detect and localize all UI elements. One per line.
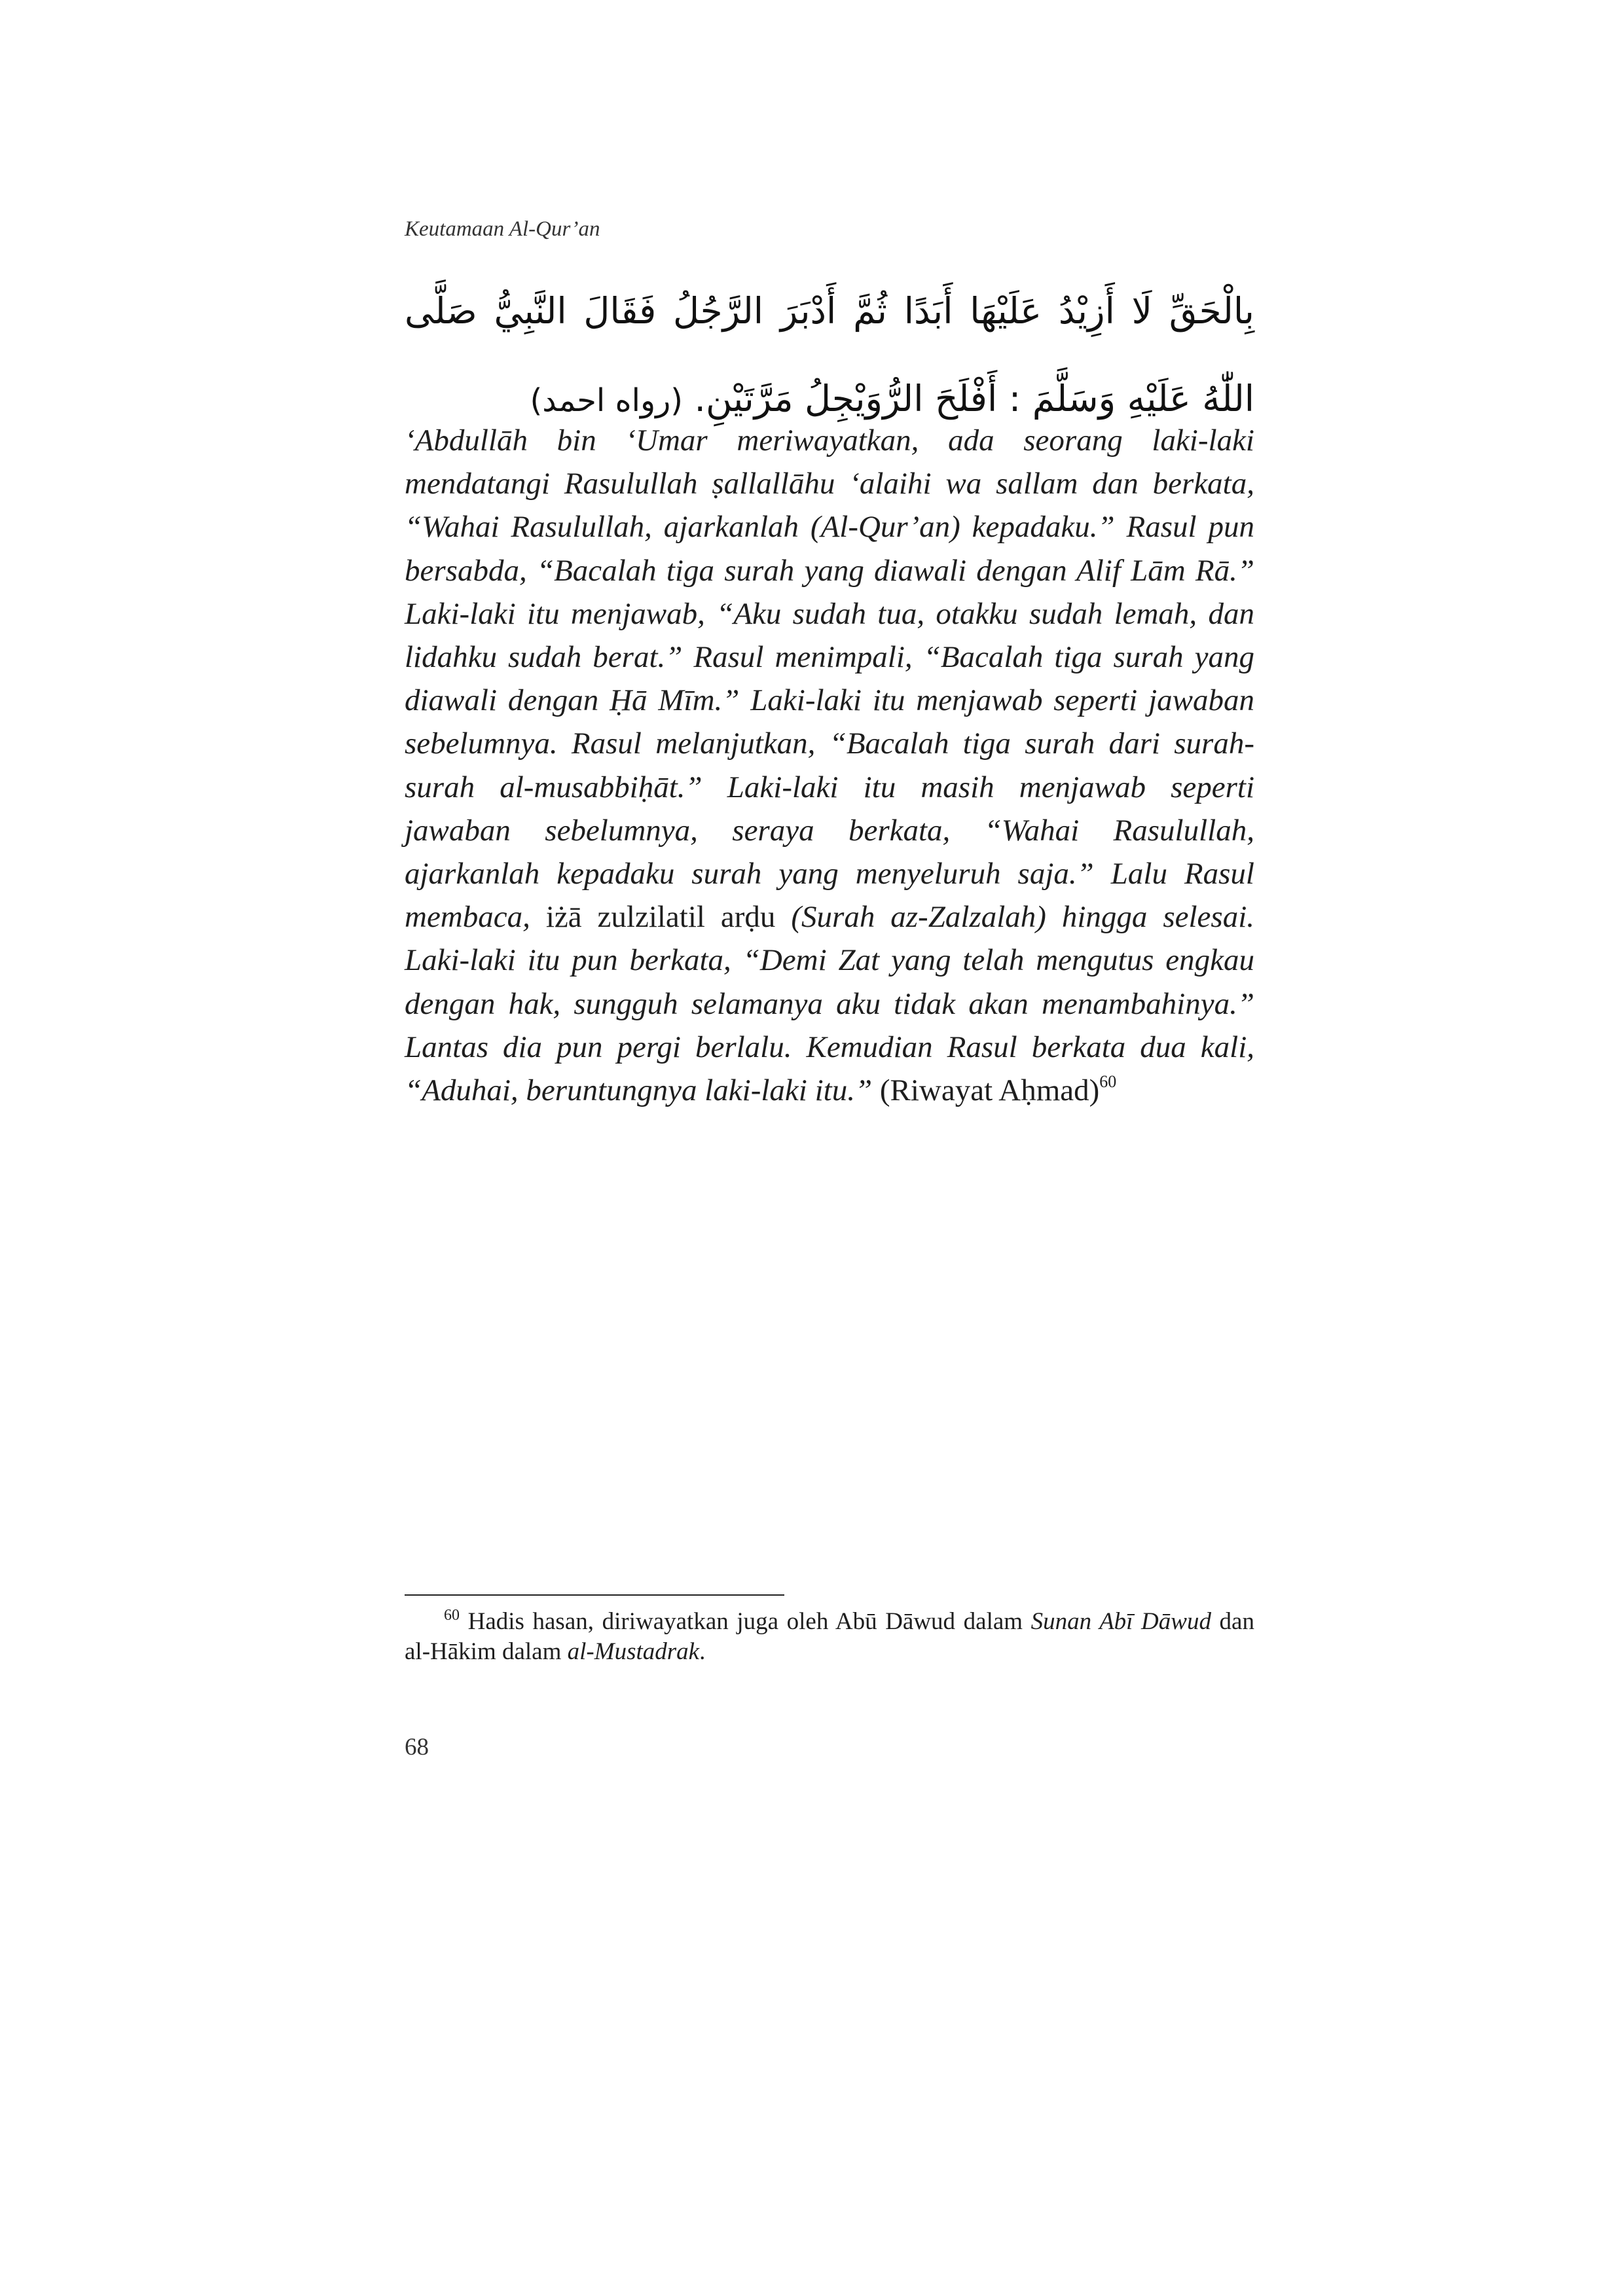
running-head: Keutamaan Al-Qur’an: [405, 217, 600, 241]
footnote: $^{60}$ Hadis hasan, diriwayatkan juga oleh Abū Dāwud dalam Sunan Abī Dāwud dan al-Hākim dalam al-Mustadrak.: [405, 1607, 1254, 1665]
arabic-text: بِالْحَقِّ لَا أَزِيْدُ عَلَيْهَا أَبَدًا ثُمَّ أَدْبَرَ الرَّجُلُ فَقَالَ النَّبِيُّ صَلَّى اللّٰهُ عَلَيْهِ وَسَلَّمَ : أَفْلَحَ الرُّوَيْجِلُ مَرَّتَيْنِ.: [405, 290, 1254, 420]
arabic-reference: (رواه احمد): [530, 382, 684, 419]
page-number: 68: [405, 1734, 429, 1761]
footnote-reference: 60: [1099, 1072, 1117, 1092]
footnote-title-2: al-Mustadrak: [567, 1638, 700, 1665]
footnote-number: 60: [444, 1607, 460, 1624]
footnote-text-2: dan al-Hākim dalam: [405, 1608, 1254, 1665]
footnote-separator: [405, 1594, 784, 1596]
surah-name: iżā zulzilatil arḍu: [545, 900, 776, 935]
hadith-translation: [405, 419, 1254, 1112]
translation-part-2: (Surah az-Zalzalah) hingga selesai. Laki-laki itu pun berkata, “Demi Zat yang telah mengutus engkau dengan hak, sungguh selamanya aku tidak akan menambahinya.” Lantas dia pun pergi berlalu. Kemudian Rasul berkata dua kali, “Aduhai, beruntungnya laki-laki itu.”: [405, 900, 1255, 1108]
footnote-text-1: Hadis hasan, diriwayatkan juga oleh Abū Dāwud dalam: [467, 1608, 1023, 1635]
arabic-hadith-text: [405, 267, 1254, 444]
translation-part-1: ‘Abdullāh bin ‘Umar meriwayatkan, ada seorang laki-laki mendatangi Rasulullah ṣallallāhu ‘alaihi wa sallam dan berkata, “Wahai Rasulullah, ajarkanlah (Al-Qur’an) kepadaku.” Rasul pun bersabda, “Bacalah tiga surah yang diawali dengan Alif Lām Rā.” Laki-laki itu menjawab, “Aku sudah tua, otakku sudah lemah, dan lidahku sudah berat.” Rasul menimpali, “Bacalah tiga surah yang diawali dengan Ḥā Mīm.” Laki-laki itu menjawab seperti jawaban sebelumnya. Rasul melanjutkan, “Bacalah tiga surah dari surah-surah al-musabbiḥāt.” Laki-laki itu masih menjawab seperti jawaban sebelumnya, seraya berkata, “Wahai Rasulullah, ajarkanlah kepadaku surah yang menyeluruh saja.” Lalu Rasul membaca,: [405, 423, 1254, 935]
hadith-attribution: (Riwayat Aḥmad): [879, 1073, 1100, 1108]
footnote-title-1: Sunan Abī Dāwud: [1030, 1608, 1211, 1635]
